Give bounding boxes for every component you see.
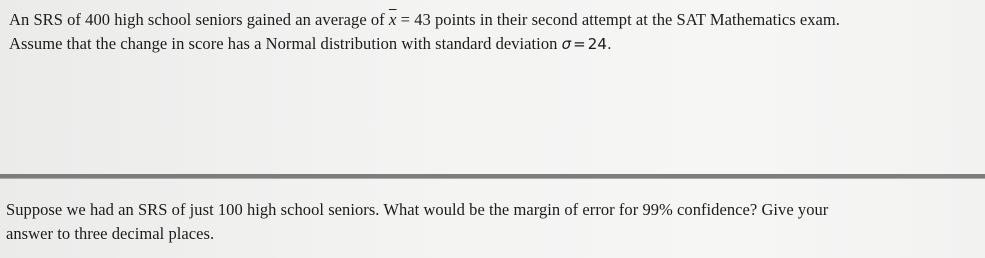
sample-mean-value: 43 [414,10,431,29]
problem-intro [9,8,969,56]
intro-line-2 [9,32,969,56]
intro-text-before-mean: An SRS of 400 high school seniors gained an average of [9,10,389,29]
question-text [6,198,966,246]
sigma-equals-sign: = [573,35,586,53]
intro-line-1 [9,8,969,32]
sample-mean-symbol: $\overline{x}$ [388,10,397,29]
section-divider [0,174,985,178]
intro-text-before-sigma: Assume that the change in score has a Normal distribution with standard deviation [9,34,562,53]
question-line-1: Suppose we had an SRS of just 100 high school seniors. What would be the margin of error for 99% confidence? Give your [6,200,829,219]
sigma-symbol: σ [561,35,572,53]
question-line-2: answer to three decimal places. [6,224,215,243]
intro-text-after-mean: points in their second attempt at the SAT Mathematics exam. [430,10,840,29]
mean-equals-sign: = [396,10,415,29]
sigma-value: 24. [587,35,612,53]
